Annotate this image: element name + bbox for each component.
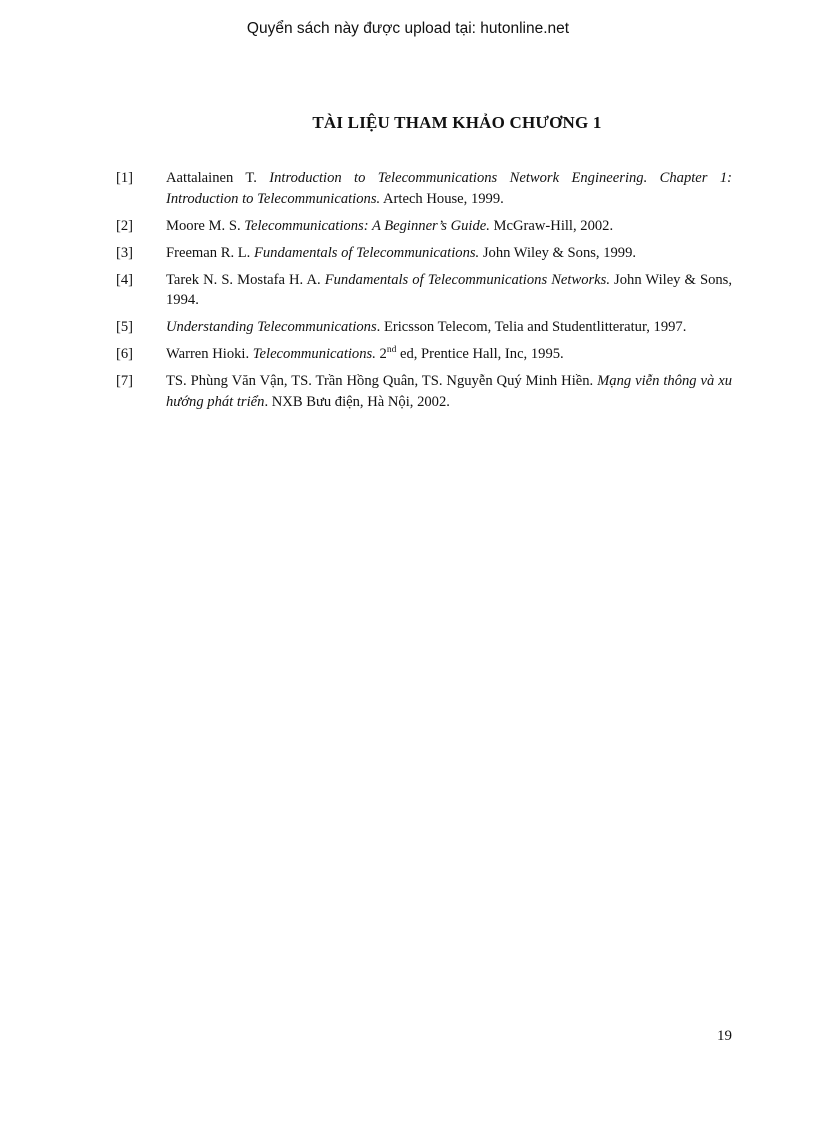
reference-number: [5]: [116, 319, 134, 335]
reference-publisher: McGraw-Hill, 2002.: [489, 217, 614, 234]
reference-title: Fundamentals of Telecommunications Networks.: [324, 271, 610, 288]
reference-item-3: [116, 243, 732, 264]
reference-item-4: [116, 270, 732, 311]
reference-number: [3]: [116, 244, 134, 261]
reference-text: [166, 168, 732, 209]
page-title: TÀI LIỆU THAM KHẢO CHƯƠNG 1: [312, 113, 602, 132]
reference-item-2: [116, 216, 732, 237]
reference-number: [1]: [116, 170, 134, 186]
reference-publisher: Artech House, 1999.: [380, 190, 504, 207]
reference-publisher: John Wiley & Sons, 1994.: [166, 271, 732, 308]
reference-number: [7]: [116, 373, 134, 389]
reference-author: Moore M. S.: [166, 217, 245, 234]
page-number: 19: [717, 1028, 732, 1044]
reference-publisher: . NXB Bưu điện, Hà Nội, 2002.: [264, 393, 450, 410]
edition-superscript: nd: [386, 345, 397, 356]
reference-publisher: John Wiley & Sons, 1999.: [479, 244, 637, 261]
reference-item-6: [116, 344, 732, 365]
reference-edition: 2: [375, 346, 387, 362]
reference-author: Freeman R. L.: [166, 244, 254, 261]
reference-number: [6]: [116, 346, 134, 362]
reference-item-1: [116, 168, 732, 209]
watermark-text: Quyển sách này được upload tại: hutonline.net: [246, 20, 570, 37]
reference-text: [166, 317, 732, 338]
reference-author: TS. Phùng Văn Vận, TS. Trần Hồng Quân, TS. Nguyễn Quý Minh Hiền.: [166, 373, 598, 389]
reference-item-7: [116, 371, 732, 412]
reference-title: Introduction to Telecommunications Network Engineering. Chapter 1: Introduction to Telecommunications.: [166, 170, 732, 207]
reference-number: [4]: [116, 271, 134, 288]
reference-text: [166, 270, 732, 311]
reference-item-5: [116, 317, 732, 338]
reference-author: Warren Hioki.: [166, 346, 253, 362]
reference-text: [166, 243, 732, 264]
reference-title: Telecommunications: A Beginner’s Guide.: [244, 217, 490, 234]
reference-publisher: ed, Prentice Hall, Inc, 1995.: [396, 346, 564, 362]
reference-text: [166, 344, 732, 365]
reference-number: [2]: [116, 217, 134, 234]
reference-text: [166, 371, 732, 412]
reference-text: [166, 216, 732, 237]
reference-title: Fundamentals of Telecommunications.: [253, 244, 480, 261]
reference-list: [116, 168, 732, 419]
reference-title: Understanding Telecommunications: [166, 319, 377, 335]
reference-title: Mạng viễn thông và xu hướng phát triển: [166, 373, 732, 410]
reference-author: Aattalainen T.: [166, 170, 270, 186]
reference-title: Telecommunications.: [252, 346, 376, 362]
reference-publisher: . Ericsson Telecom, Telia and Studentlitteratur, 1997.: [376, 319, 687, 335]
reference-author: Tarek N. S. Mostafa H. A.: [166, 271, 325, 288]
